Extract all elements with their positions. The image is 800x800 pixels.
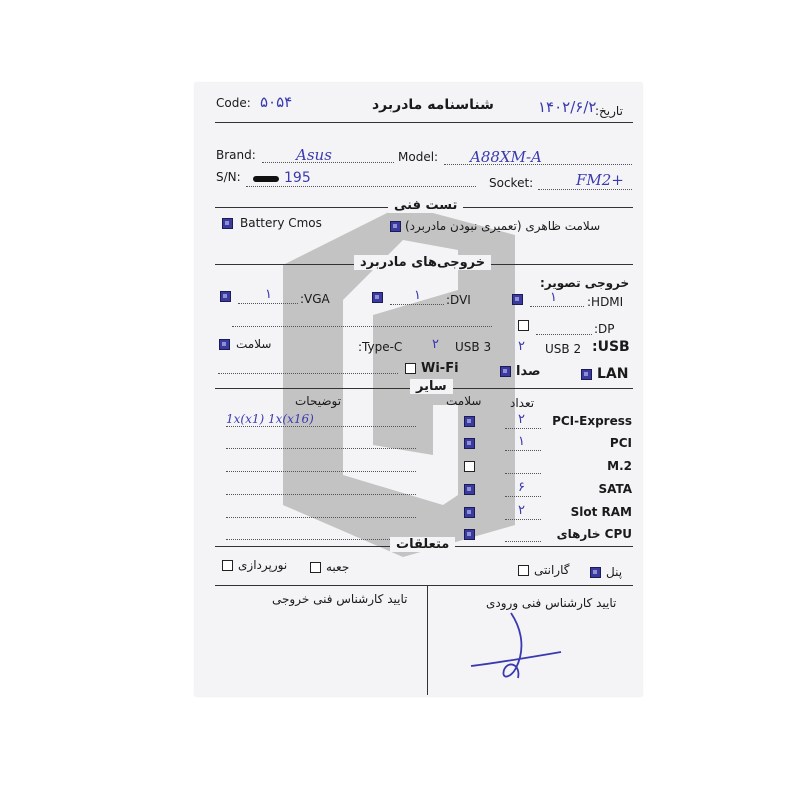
lan-checkbox[interactable] xyxy=(581,369,592,380)
code-value: ۵۰۵۴ xyxy=(260,93,293,111)
other-row-checkbox[interactable] xyxy=(464,416,475,427)
other-row-label: SATA xyxy=(598,482,632,496)
typec-label: :Type-C xyxy=(358,340,403,354)
section-accessories-title: متعلقات xyxy=(390,537,455,552)
col-count-header: تعداد xyxy=(510,396,535,410)
other-row-label: PCI xyxy=(609,436,632,450)
accessory-label: جعبه xyxy=(326,560,350,574)
appearance-label: سلامت ظاهری (تعمیری نبودن مادربرد) xyxy=(405,219,601,233)
model-label: Model: xyxy=(398,150,439,164)
sn-value: 195 xyxy=(284,170,311,186)
hdmi-checkbox[interactable] xyxy=(512,294,523,305)
desc-note: 1x(x1) 1x(x16) xyxy=(226,412,314,426)
accessory-checkbox[interactable] xyxy=(590,567,601,578)
code-label: Code: xyxy=(216,96,251,110)
dp-label: :DP xyxy=(594,322,615,336)
accessory-label: نورپردازی xyxy=(238,558,288,572)
col-health-header: سلامت xyxy=(446,394,482,408)
signature-divider xyxy=(427,585,428,695)
entry-approval-label: تایید کارشناس فنی ورودی xyxy=(486,596,617,610)
battery-cmos-label: Battery Cmos xyxy=(240,216,322,230)
usb-health-label: سلامت xyxy=(236,337,272,351)
wifi-label: Wi-Fi xyxy=(421,361,459,376)
accessory-checkbox[interactable] xyxy=(518,565,529,576)
col-desc-header: توضیحات xyxy=(295,394,342,408)
usb2-count: ۲ xyxy=(518,339,525,354)
battery-cmos-checkbox[interactable] xyxy=(222,218,233,229)
usb-label: :USB xyxy=(592,339,630,355)
sound-label: صدا xyxy=(516,364,541,379)
date-value: ۱۴۰۲/۶/۲ xyxy=(538,98,597,116)
dp-checkbox[interactable] xyxy=(518,320,529,331)
usb2-label: USB 2 xyxy=(545,342,582,356)
accessory-label: گارانتی xyxy=(534,563,570,577)
other-row-checkbox[interactable] xyxy=(464,507,475,518)
dvi-checkbox[interactable] xyxy=(372,292,383,303)
video-output-label: خروجی تصویر: xyxy=(540,276,630,290)
lan-label: LAN xyxy=(597,366,629,382)
other-row-count: ۶ xyxy=(518,480,525,495)
accessory-label: پنل xyxy=(606,565,623,579)
vga-checkbox[interactable] xyxy=(220,291,231,302)
other-row-count: ۲ xyxy=(518,503,525,518)
usb3-count: ۲ xyxy=(432,337,439,352)
vga-label: :VGA xyxy=(300,292,330,306)
other-row-checkbox[interactable] xyxy=(464,438,475,449)
brand-value: Asus xyxy=(296,146,332,164)
other-row-checkbox[interactable] xyxy=(464,484,475,495)
appearance-checkbox[interactable] xyxy=(390,221,401,232)
signature-icon xyxy=(466,608,566,688)
date-label: تاریخ: xyxy=(595,104,623,118)
divider xyxy=(215,122,633,123)
section-other-title: سایر xyxy=(410,379,453,394)
socket-label: Socket: xyxy=(489,176,534,190)
other-row-count: ۱ xyxy=(518,434,525,449)
other-row-count: ۲ xyxy=(518,412,525,427)
dvi-count: ۱ xyxy=(414,288,421,303)
other-row-label: Slot RAM xyxy=(570,505,632,519)
sound-checkbox[interactable] xyxy=(500,366,511,377)
hdmi-label: :HDMI xyxy=(587,295,624,309)
exit-approval-label: تایید کارشناس فنی خروجی xyxy=(272,592,408,606)
accessory-checkbox[interactable] xyxy=(222,560,233,571)
model-value: A88XM-A xyxy=(470,148,542,166)
other-row-label: خارهای CPU xyxy=(556,527,632,541)
dvi-label: :DVI xyxy=(446,293,471,307)
other-row-checkbox[interactable] xyxy=(464,529,475,540)
usb-health-checkbox[interactable] xyxy=(219,339,230,350)
page-title: شناسنامه مادربرد xyxy=(372,97,494,113)
redaction-bar xyxy=(253,176,279,182)
vga-count: ۱ xyxy=(265,287,272,302)
other-row-label: M.2 xyxy=(607,459,632,473)
sn-label: S/N: xyxy=(216,170,241,184)
other-row-checkbox[interactable] xyxy=(464,461,475,472)
brand-label: Brand: xyxy=(216,148,256,162)
wifi-checkbox[interactable] xyxy=(405,363,416,374)
section-outputs-title: خروجی‌های مادربرد xyxy=(354,255,491,270)
socket-value: FM2+ xyxy=(576,171,624,189)
other-row-label: PCI-Express xyxy=(552,414,632,428)
accessory-checkbox[interactable] xyxy=(310,562,321,573)
section-tech-test-title: تست فنی xyxy=(388,198,463,213)
usb3-label: USB 3 xyxy=(455,340,492,354)
hdmi-count: ۱ xyxy=(550,290,557,305)
